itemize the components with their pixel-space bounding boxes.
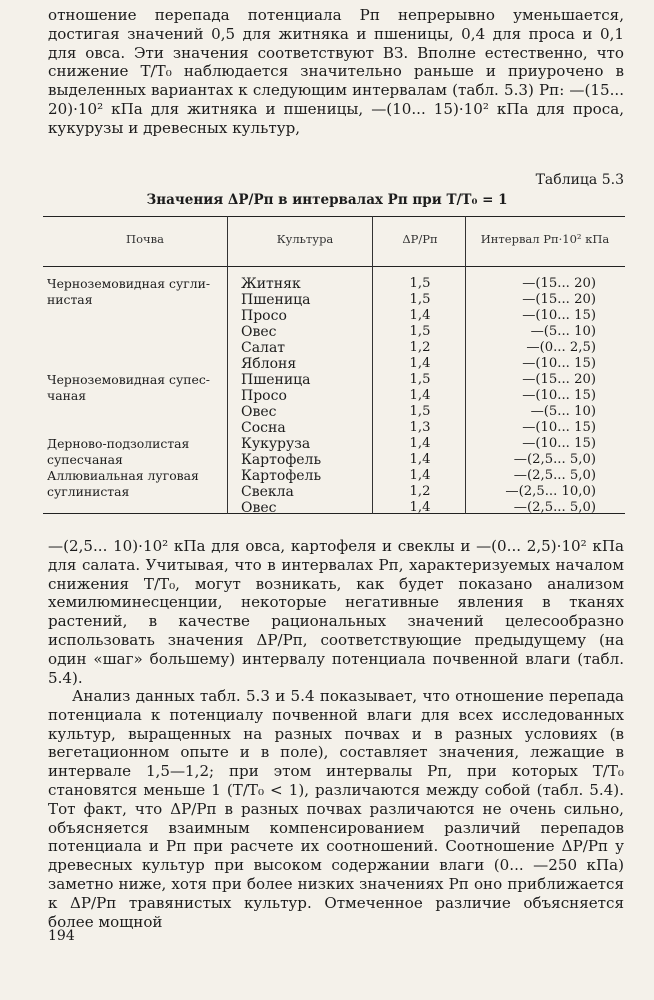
table-cell: 1,3 [409,420,431,435]
table-cell: —(5... 10) [530,404,596,419]
table-cell: Свекла [241,484,294,500]
paragraph: Анализ данных табл. 5.3 и 5.4 показывает, что отношение перепада потенциала к потенциалу почвенной влаги для всех исследованных культур, выращенных на разных почвах и в разных условиях (в вегетационном опыте и в поле), составляет значения, лежащие в интервале 1,5—1,2; при этом интервалы Pп, при которых T/T₀ становятся меньше 1 (T/T₀ < 1), различаются между собой (табл. 5.4). Тот факт, что ΔP/Pп в разных почвах различаются не очень сильно, объясняется взаимным компенсированием различий перепадов потенциала и Pп при расчете их соотношений. Соотношение ΔP/Pп у древесных культур при высоком содержании влаги (0... —250 кПа) заметно ниже, хотя при более низких значениях Pп оно приближается к ΔP/Pп травянистых культур. Отмеченное различие объясняется более мощной [48,687,624,931]
table-col-divider [465,216,466,514]
table-cell: —(10... 15) [522,308,596,323]
table-cell: —(0... 2,5) [526,340,596,355]
paragraph: —(2,5... 10)·10² кПа для овса, картофеля и свеклы и —(0... 2,5)·10² кПа для салата. Учитывая, что в интервалах Pп, характеризуемых началом снижения T/T₀, могут возникать, как будет показано анализом хемилюминесценции, некоторые негативные явления в тканях растений, в качестве рациональных значений целесообразно использовать значения ΔP/Pп, соответствующие предыдущему (на один «шаг» большему) интервалу потенциала почвенной влаги (табл. 5.4). [48,537,624,687]
table-cell: Просо [241,388,287,404]
table-cell: 1,4 [409,308,431,323]
table-cell: Салат [241,340,286,356]
table-cell: Житняк [241,276,301,292]
table-cell: 1,5 [409,404,431,419]
table-cell: 1,5 [409,372,431,387]
table-cell: супесчаная [47,452,123,467]
table-col-divider [227,216,228,514]
table-cell: 1,2 [409,484,431,499]
column-ratio [392,276,448,516]
table-cell: чаная [47,388,87,403]
table-top-rule [43,216,625,217]
header-ratio: ΔP/Pп [402,232,438,246]
column-crop [241,276,371,516]
column-interval [470,276,596,516]
column-soil [47,276,227,516]
table-cell [47,420,227,436]
table-cell: Кукуруза [241,436,311,452]
table-cell: —(10... 15) [522,420,596,435]
table-cell: —(5... 10) [530,324,596,339]
table-cell: 1,4 [409,356,431,371]
table-cell: 1,4 [409,436,431,451]
table-title: Значения ΔP/Pп в интервалах Pп при T/T₀ = 1 [146,192,508,208]
table-cell: Черноземовидная сугли- [47,276,211,291]
table-cell: 1,5 [409,292,431,307]
table-cell: Сосна [241,420,286,436]
table-cell: —(15... 20) [522,276,596,291]
table-number: Таблица 5.3 [535,172,624,188]
table-cell: —(10... 15) [522,388,596,403]
table-cell: —(2,5... 5,0) [513,468,596,483]
paragraph: отношение перепада потенциала Pп непрерывно уменьшается, достигая значений 0,5 для житняка и пшеницы, 0,4 для проса и 0,1 для овса. Эти значения соответствуют ВЗ. Вполне естественно, что снижение T/T₀ наблюдается значительно раньше и приурочено в выделенных вариантах к следующим интервалам (табл. 5.3) Pп: —(15... 20)·10² кПа для житняка и пшеницы, —(10... 15)·10² кПа для проса, кукурузы и древесных культур, [48,6,624,137]
table-cell: Овес [241,404,277,420]
table-cell [47,324,227,340]
table-cell: —(15... 20) [522,292,596,307]
table-cell: нистая [47,292,93,307]
table-cell: 1,2 [409,340,431,355]
table-cell: 1,4 [409,500,431,515]
table-cell: Пшеница [241,372,311,388]
table-cell: 1,5 [409,276,431,291]
table-cell: —(2,5... 10,0) [505,484,596,499]
table-cell: —(2,5... 5,0) [513,500,596,515]
page-number: 194 [48,928,75,944]
table-cell: Яблоня [241,356,297,372]
table-cell: 1,4 [409,468,431,483]
table-cell: 1,4 [409,452,431,467]
table-cell [47,340,227,356]
table-cell: —(10... 15) [522,436,596,451]
table-cell [47,404,227,420]
table-col-divider [372,216,373,514]
table-cell: 1,4 [409,388,431,403]
table-cell: Просо [241,308,287,324]
table-cell [47,356,227,372]
table-cell: 1,5 [409,324,431,339]
header-soil: Почва [126,232,164,246]
table-cell: —(2,5... 5,0) [513,452,596,467]
table-cell: —(10... 15) [522,356,596,371]
header-crop: Культура [276,232,334,246]
table-cell [47,308,227,324]
table-cell: Дерново-подзолистая [47,436,190,451]
table-cell: Овес [241,500,277,516]
table-cell: Картофель [241,468,322,484]
table-header-rule [43,266,625,267]
table-cell: Пшеница [241,292,311,308]
table-cell: Черноземовидная супес- [47,372,210,387]
header-interval: Интервал Pп·10² кПа [480,232,610,246]
table-cell: суглинистая [47,484,130,499]
table-cell: Овес [241,324,277,340]
table-cell: Аллювиальная луговая [47,468,199,483]
table-cell: —(15... 20) [522,372,596,387]
table-cell [47,500,227,516]
table-cell: Картофель [241,452,322,468]
